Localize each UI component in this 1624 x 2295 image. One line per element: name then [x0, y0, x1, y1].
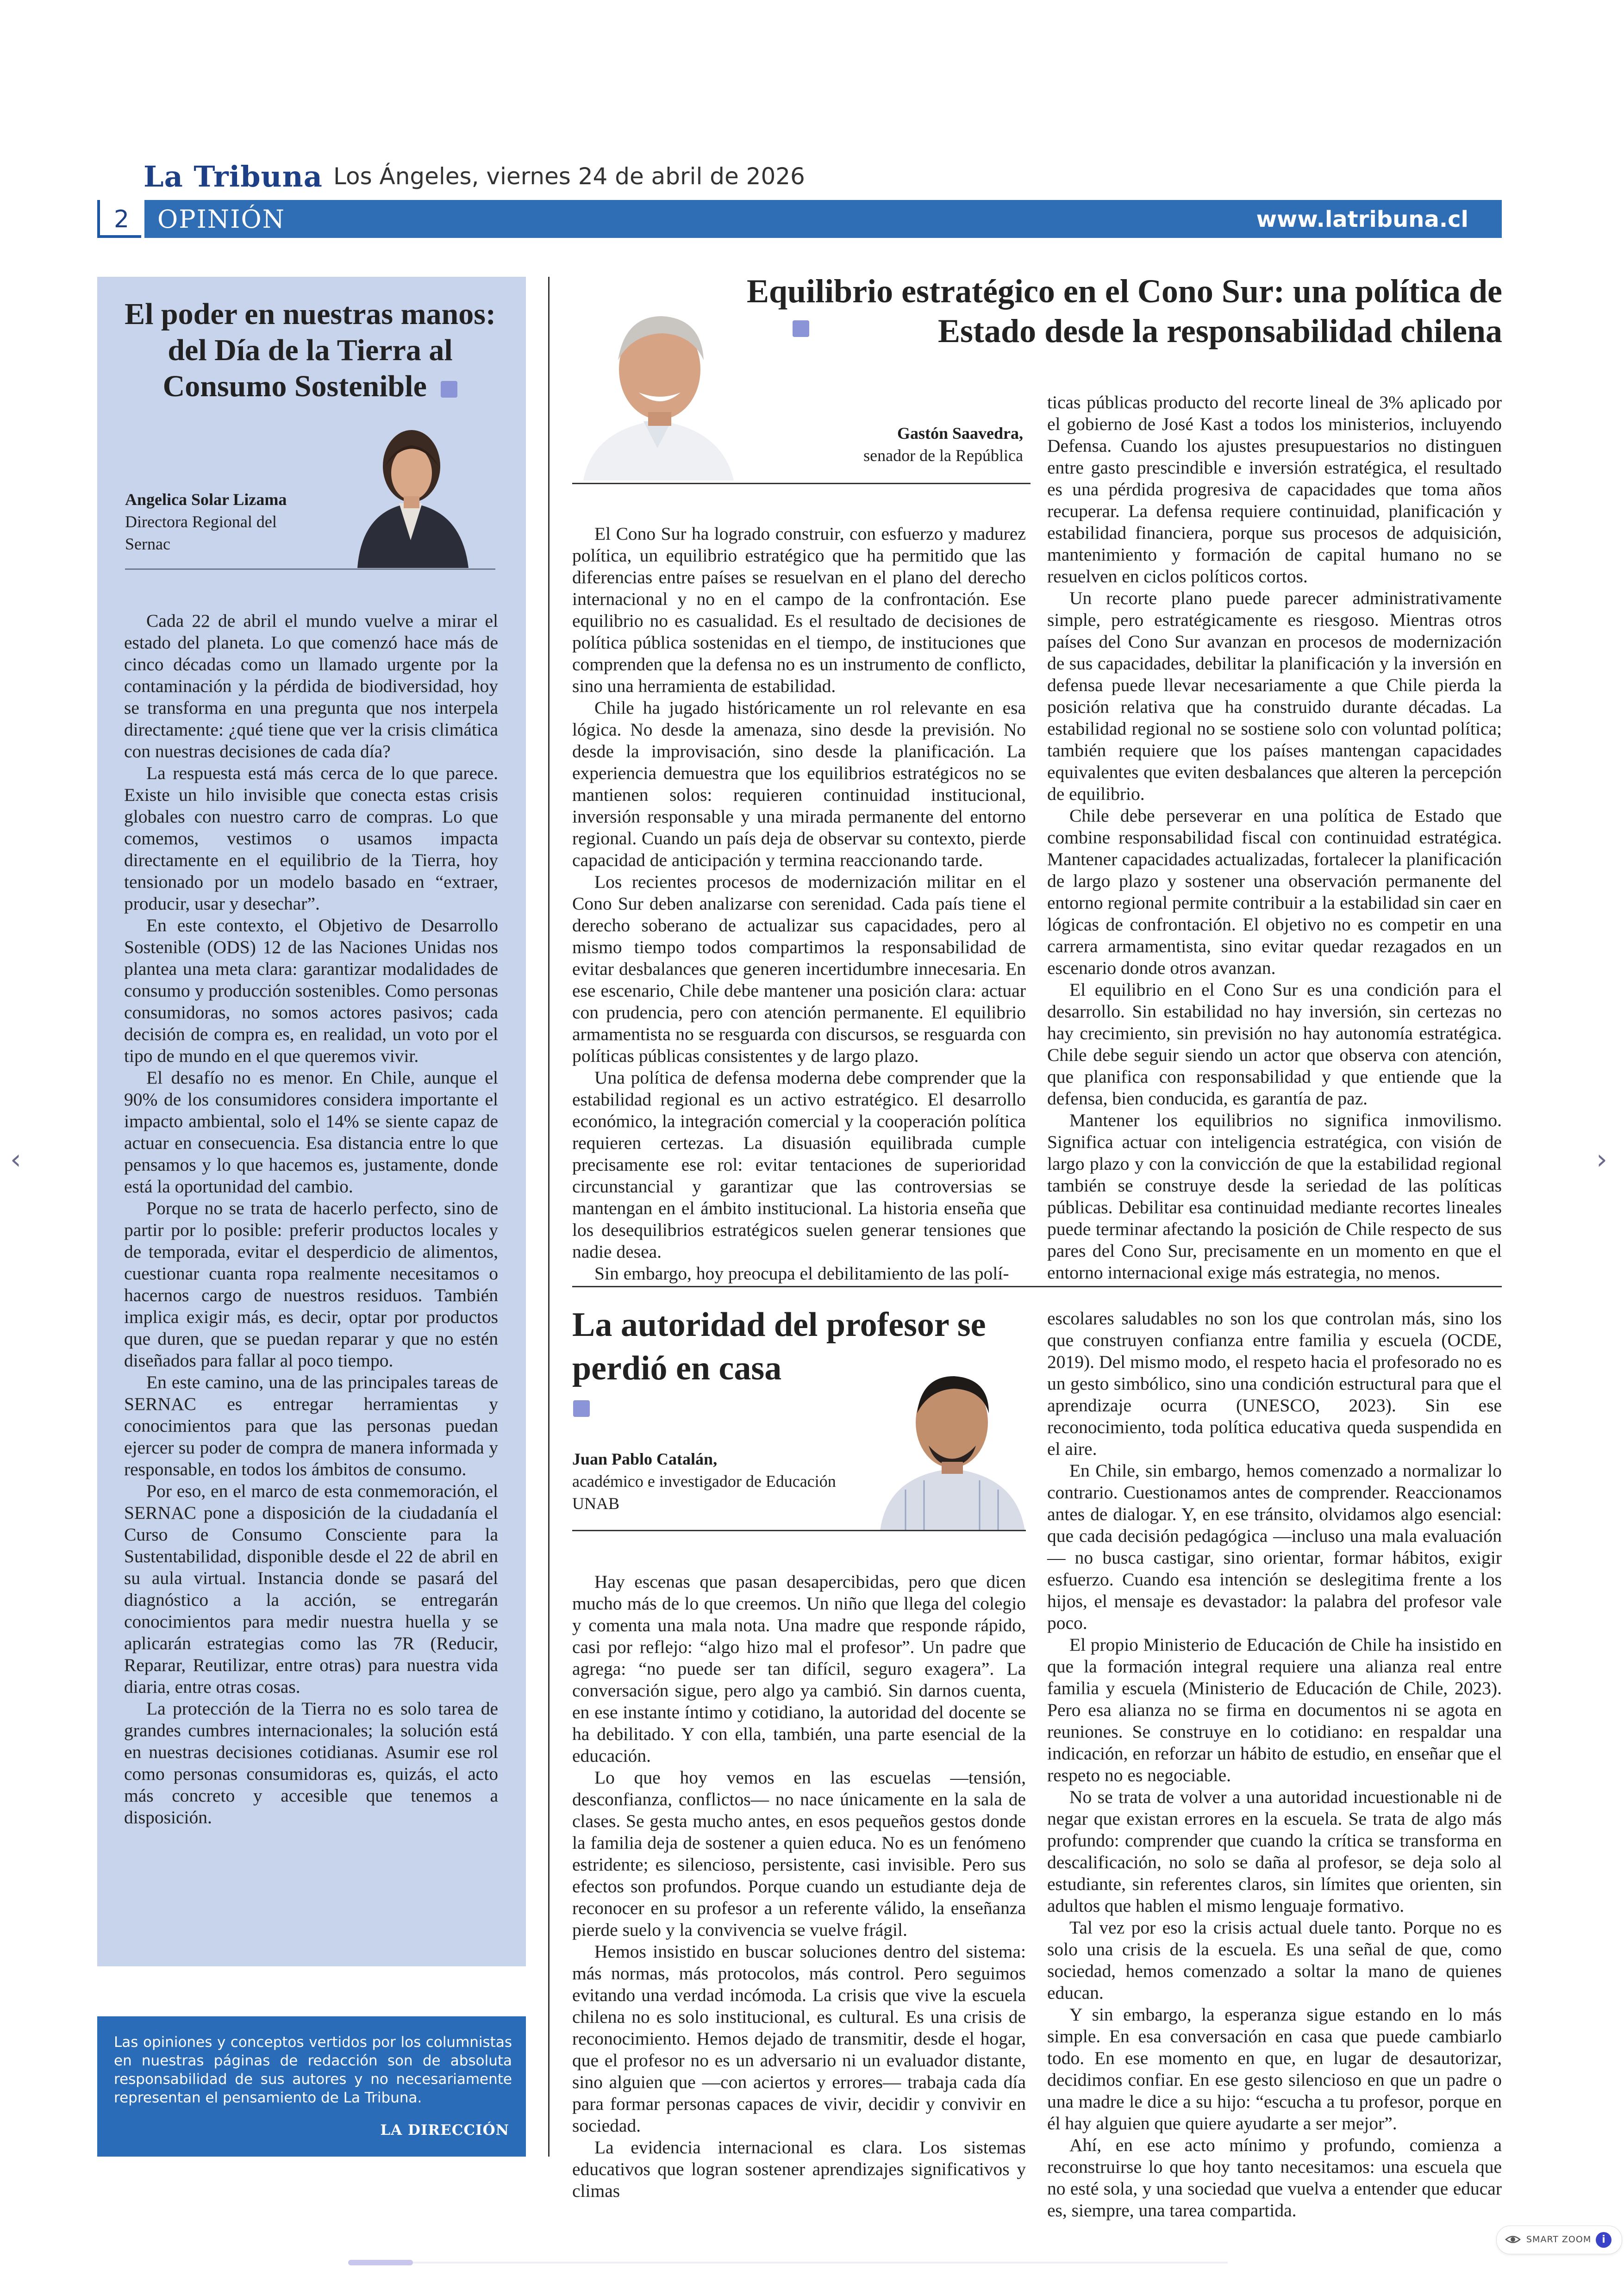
paragraph: escolares saludables no son los que controlan más, sino los que construyen confianza entre familia y escuela (OCDE, 2019). Del mismo modo, el respeto hacia el profesorado no es un gesto simbólico, sino una condición estructural para que el aprendizaje ocurra (UNESCO, 2023). Sin ese reconocimiento, toda política educativa queda suspendida en el aire. — [1047, 1308, 1502, 1459]
paragraph: Chile debe perseverar en una política de Estado que combine responsabilidad fiscal con continuidad estratégica. Mantener capacidades actualizadas, fortalecer la planificación de largo plazo y sostener una observación permanente del entorno regional permite contribuir a la estabilidad sin caer en lógicas de confrontación. El objetivo no es competir en una carrera armamentista, sino evitar quedar rezagados en un escenario donde otros avanzan. — [1047, 805, 1502, 978]
newspaper-logo: La Tribuna — [144, 160, 323, 193]
paragraph: Hemos insistido en buscar soluciones dentro del sistema: más normas, más protocolos, más control. Pero seguimos evitando una verdad incómoda. La crisis que vive la escuela chilena no es solo institucional, es cultural. Es una crisis de reconocimiento. Hemos dejado de transmitir, desde el hogar, que el profesor no es un adversario ni un evaluador distante, sino alguien que —con aciertos y errores— trabaja cada día para formar personas capaces de vivir, decidir y convivir en sociedad. — [572, 1941, 1026, 2136]
left-author-role: Directora Regional del Sernac — [125, 512, 277, 553]
paragraph: En Chile, sin embargo, hemos comenzado a normalizar lo contrario. Cuestionamos antes de comprender. Reaccionamos antes de dialogar. Y, en ese tránsito, olvidamos algo esencial: que cada decisión pedagógica —incluso una mala evaluación— no busca castigar, sino orientar, formar hábitos, exigir esfuerzo. Cuando esa intención se deslegitima frente a los hijos, el mensaje es devastador: la palabra del profesor vale poco. — [1047, 1460, 1502, 1633]
author-photo — [330, 422, 493, 568]
paragraph: Hay escenas que pasan desapercibidas, pero que dicen mucho más de lo que creemos. Un niño que llega del colegio y comenta una mala nota. Una madre que responde rápido, casi por reflejo: “algo hizo mal el profesor”. Un padre que agrega: “no puede ser tan difícil, seguro exagera”. La conversación sigue, pero algo ya cambió. Sin darnos cuenta, en ese instante íntimo y cotidiano, la autoridad del docente se ha debilitado. Y con ella, también, una parte esencial de la educación. — [572, 1572, 1026, 1766]
paragraph: Y sin embargo, la esperanza sigue estando en lo más simple. En esa conversación en casa que puede cambiarlo todo. En ese momento en que, en lugar de desautorizar, decidimos confiar. En ese gesto silencioso en que un padre o una madre le dice a su hijo: “escucha a tu profesor, porque en él hay alguien que quiere ayudarte a ser mejor”. — [1047, 2004, 1502, 2133]
paragraph: No se trata de volver a una autoridad incuestionable ni de negar que existan errores en la escuela. Se trata de algo más profundo: comprender que cuando la crítica se transforma en descalificación, no solo se daña al profesor, se deja solo al estudiante, sin referentes claros, sin límites que orienten, sin adultos que hablen el mismo lenguaje formativo. — [1047, 1787, 1502, 1916]
left-article-body — [124, 610, 498, 1828]
paragraph: En este camino, una de las principales tareas de SERNAC es entregar herramientas y conocimientos para que las personas puedan ejercer su poder de compra de manera informada y responsable, en todos los ámbitos de consumo. — [124, 1372, 498, 1479]
section-bar — [144, 200, 1502, 238]
article-divider — [572, 1286, 1502, 1287]
author-photo — [574, 291, 741, 480]
paragraph: Por eso, en el marco de esta conmemoración, el SERNAC pone a disposición de la ciudadanía el Curso de Consumo Consciente para la Sustentabilidad, disponible desde el 22 de abril en su aula virtual. Instancia donde se pasará del diagnóstico a la acción, se entregarán conocimientos para medir nuestra huella y se aplicarán estrategias como las 7R (Reducir, Reparar, Reutilizar, entre otras) para nuestra vida diaria, entre otras cosas. — [124, 1481, 498, 1697]
article-2-author-block — [572, 1448, 859, 1515]
article-1-author-name: Gastón Saavedra, — [897, 424, 1023, 443]
article-1-title: Equilibrio estratégico en el Cono Sur: una política de Estado desde la responsabilidad chilena — [746, 273, 1502, 349]
scrollbar-thumb[interactable] — [348, 2260, 413, 2265]
left-article-title: El poder en nuestras manos: del Día de la Tierra al Consumo Sostenible — [125, 297, 496, 403]
paragraph: ticas públicas producto del recorte lineal de 3% aplicado por el gobierno de José Kast a todos los ministerios, incluyendo Defensa. Cuando los ajustes presupuestarios no distinguen entre gasto prescindible e inversión estratégica, el resultado es una pérdida progresiva de capacidades que toma años recuperar. La defensa requiere continuidad, planificación y estabilidad financiera, porque sus procesos de adquisición, mantenimiento y formación de capital humano no se resuelven en ciclos políticos cortos. — [1047, 392, 1502, 586]
paragraph: Tal vez por eso la crisis actual duele tanto. Porque no es solo una crisis de la escuela. Es una señal de que, como sociedad, hemos comenzado a soltar la mano de quienes educan. — [1047, 1917, 1502, 2003]
article-1-author-role: senador de la República — [863, 446, 1023, 465]
article-tag-icon — [441, 381, 457, 398]
info-badge-icon[interactable]: i — [1596, 2232, 1612, 2248]
article-tag-icon — [793, 320, 809, 337]
left-author-block — [125, 488, 319, 555]
author-photo — [878, 1351, 1027, 1531]
paragraph: En este contexto, el Objetivo de Desarrollo Sostenible (ODS) 12 de las Naciones Unidas nos plantea una meta clara: garantizar modalidades de consumo y producción sostenibles. Como personas consumidoras, no somos actores pasivos; cada decisión de compra es, en realidad, un voto por el tipo de mundo en el que queremos vivir. — [124, 915, 498, 1066]
article-2-author-role: académico e investigador de Educación UNAB — [572, 1472, 836, 1513]
eye-icon — [1505, 2233, 1521, 2246]
paragraph: Ahí, en ese acto mínimo y profundo, comienza a reconstruirse lo que hoy tanto necesitamos: una escuela que no esté sola, y una sociedad que vuelva a entender que educar es, siempre, una tarea compartida. — [1047, 2135, 1502, 2220]
article-1-author-divider — [572, 483, 1031, 484]
next-page-arrow-icon[interactable]: › — [1596, 1143, 1607, 1176]
editorial-disclaimer — [97, 2016, 526, 2157]
scrollbar-track[interactable] — [413, 2262, 1228, 2264]
paragraph: Una política de defensa moderna debe comprender que la estabilidad regional es un activo estratégico. El desarrollo económico, la integración comercial y la cooperación política requieren certezas. La disuasión equilibrada cumple precisamente ese rol: evitar tentaciones de superioridad circunstancial y garantizar que las controversias se mantengan en el ámbito institucional. La historia enseña que los desequilibrios estratégicos suelen generar tensiones que nadie desea. — [572, 1067, 1026, 1262]
article-2-author-divider — [572, 1530, 1026, 1531]
disclaimer-signature: LA DIRECCIÓN — [380, 2122, 509, 2139]
paragraph: Sin embargo, hoy preocupa el debilitamiento de las polí- — [594, 1263, 1009, 1284]
page-number: 2 — [97, 200, 141, 238]
paragraph: El desafío no es menor. En Chile, aunque el 90% de los consumidores considera importante el impacto ambiental, solo el 14% se siente capaz de actuar en consecuencia. Esa distancia entre lo que pensamos y lo que hacemos es, justamente, donde está la oportunidad del cambio. — [124, 1067, 498, 1197]
previous-page-arrow-icon[interactable]: ‹ — [10, 1143, 21, 1176]
paragraph: Cada 22 de abril el mundo vuelve a mirar el estado del planeta. Lo que comenzó hace más de cinco décadas como un llamado urgente por la contaminación y la pérdida de biodiversidad, hoy se transforma en una pregunta que nos interpela directamente: ¿qué tiene que ver la crisis climática con nuestras decisiones de cada día? — [124, 611, 498, 761]
paragraph: Un recorte plano puede parecer administrativamente simple, pero estratégicamente es riesgoso. Mientras otros países del Cono Sur avanzan en procesos de modernización de sus capacidades, debilitar la planificación y la inversión en defensa puede llevar necesariamente a que Chile pierda la posición relativa que ha construido durante décadas. La estabilidad regional no se sostiene solo con voluntad política; también requiere que los países mantengan capacidades equivalentes que eviten desbalances que alteren la percepción de equilibrio. — [1047, 588, 1502, 804]
article-1-author-block — [787, 422, 1023, 467]
paragraph: El propio Ministerio de Educación de Chile ha insistido en que la formación integral requiere una alianza real entre familia y escuela (Ministerio de Educación de Chile, 2023). Pero esa alianza no se firma en documentos ni se agota en reuniones. Se construye en lo cotidiano: en respaldar una indicación, en reforzar un hábito de estudio, en enseñar que el respeto no es negociable. — [1047, 1634, 1502, 1785]
paragraph: El equilibrio en el Cono Sur es una condición para el desarrollo. Sin estabilidad no hay inversión, sin certezas no hay crecimiento, sin previsión no hay autonomía estratégica. Chile debe seguir siendo un actor que observa con atención, que planifica con responsabilidad y que entiende que la defensa, bien conducida, es garantía de paz. — [1047, 979, 1502, 1109]
paragraph: Mantener los equilibrios no significa inmovilismo. Significa actuar con inteligencia estratégica, con visión de largo plazo y con la convicción de que la estabilidad regional también se construye desde la seriedad de las políticas públicas. Debilitar esa continuidad mediante recortes lineales puede terminar afectando la posición de Chile respecto de sus pares del Cono Sur, precisamente en un momento en que el entorno internacional exige más estrategia, no menos. — [1047, 1110, 1502, 1283]
smart-zoom-button[interactable] — [1496, 2226, 1622, 2254]
smart-zoom-label: SMART ZOOM — [1526, 2234, 1592, 2245]
paragraph: Los recientes procesos de modernización militar en el Cono Sur deben analizarse con serenidad. Cada país tiene el derecho soberano de actualizar sus capacidades, pero al mismo tiempo todos compartimos la responsabilidad de evitar desbalances que generen incertidumbre innecesaria. En ese escenario, Chile debe mantener una posición clara: actuar con prudencia, pero con atención permanente. El equilibrio armamentista no se resguarda con discursos, se resguarda con políticas públicas consistentes y de largo plazo. — [572, 872, 1026, 1066]
article-2-column-1 — [572, 1571, 1026, 2202]
article-1-column-1 — [572, 523, 1026, 1285]
paragraph: Chile ha jugado históricamente un rol relevante en esa lógica. No desde la amenaza, sino desde la previsión. No desde la improvisación, sino desde la planificación. La experiencia demuestra que los equilibrios estratégicos no se mantienen solos: requieren continuidad institucional, inversión responsable y una mirada permanente del entorno regional. Cuando un país deja de observar su contexto, pierde capacidad de anticipación y termina reaccionando tarde. — [572, 698, 1026, 870]
column-divider — [548, 277, 550, 2157]
paragraph: El Cono Sur ha logrado construir, con esfuerzo y madurez política, un equilibrio estratégico que ha permitido que las diferencias entre países se resuelvan en el plano del derecho internacional y no en el campo de la confrontación. Ese equilibrio no es casualidad. Es el resultado de decisiones de política pública sostenidas en el tiempo, de instituciones que comprenden que la defensa no es un instrumento de conflicto, sino una herramienta de estabilidad. — [572, 524, 1026, 696]
article-2-column-2 — [1047, 1308, 1502, 2221]
article-1-column-2 — [1047, 392, 1502, 1284]
paragraph: Lo que hoy vemos en las escuelas —tensión, desconfianza, conflictos— no nace únicamente en la sala de clases. Se gesta mucho antes, en esos pequeños gestos donde la familia deja de sostener a quien educa. No es un fenómeno estridente; es silencioso, persistente, casi invisible. Pero sus efectos son profundos. Porque cuando un estudiante deja de reconocer en su profesor a un referente válido, la enseñanza pierde suelo y la convivencia se vuelve frágil. — [572, 1767, 1026, 1940]
paragraph: Porque no se trata de hacerlo perfecto, sino de partir por lo posible: preferir productos locales y de temporada, evitar el desperdicio de alimentos, cuestionar cuanta ropa realmente necesitamos o hacernos cargo de nuestros residuos. También implica exigir más, es decir, optar por productos que duren, que se puedan reparar y que no estén diseñados para fallar al poco tiempo. — [124, 1198, 498, 1371]
website-url[interactable]: www.latribuna.cl — [1256, 206, 1468, 232]
dateline: Los Ángeles, viernes 24 de abril de 2026 — [333, 163, 805, 190]
article-2-author-name: Juan Pablo Catalán, — [572, 1450, 718, 1468]
paragraph: La respuesta está más cerca de lo que parece. Existe un hilo invisible que conecta estas crisis globales con nuestro carro de compras. Lo que comemos, vestimos o usamos impacta directamente en el equilibrio de la Tierra, hoy tensionado por un modelo basado en “extraer, producir, usar y desechar”. — [124, 763, 498, 914]
article-2-title: La autoridad del profesor se perdió en casa — [572, 1306, 986, 1387]
paragraph: La evidencia internacional es clara. Los sistemas educativos que logran sostener aprendizajes significativos y climas — [572, 2137, 1026, 2201]
left-author-divider — [125, 568, 495, 570]
left-author-name: Angelica Solar Lizama — [125, 490, 287, 509]
article-tag-icon — [573, 1400, 590, 1417]
section-label: OPINIÓN — [157, 205, 286, 234]
paragraph: La protección de la Tierra no es solo tarea de grandes cumbres internacionales; la solución está en nuestras decisiones cotidianas. Asumir ese rol como personas consumidoras es, quizás, el acto más concreto y accesible que tenemos a disposición. — [124, 1698, 498, 1827]
disclaimer-text: Las opiniones y conceptos vertidos por los columnistas en nuestras páginas de redacción son de absoluta responsabilidad de sus autores y no necesariamente representan el pensamiento de La Tribuna. — [114, 2034, 512, 2106]
